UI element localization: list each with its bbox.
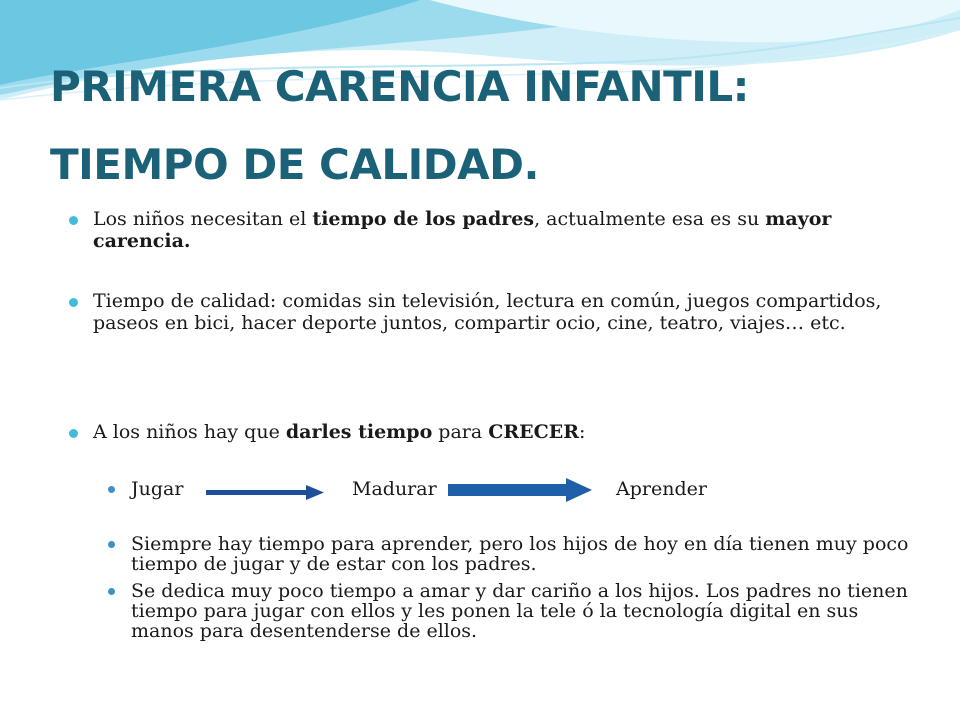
sub-bullet-text: Siempre hay tiempo para aprender, pero los hijos de hoy en día tienen muy poco tiempo de jugar y de estar con los padres. (131, 533, 909, 575)
step-aprender: Aprender (616, 478, 707, 500)
bullet-dot (69, 429, 78, 438)
sub-bullet-text: Se dedica muy poco tiempo a amar y dar cariño a los hijos. Los padres no tienen tiempo para jugar con ellos y les ponen la tele ó la tecnología digital en sus manos para desentenderse de ellos. (131, 580, 908, 642)
bullet-bold-text: darles tiempo (285, 421, 433, 443)
sub-bullet-dot (108, 486, 115, 493)
bullet-bold-text: tiempo de los padres (312, 208, 535, 230)
bullet-padres-time (93, 208, 913, 252)
bullet-text: Los niños necesitan el (93, 208, 313, 230)
bullet-bold-text: CRECER (488, 421, 580, 443)
bullet-dot (69, 216, 78, 225)
sub-bullet-learning (131, 534, 911, 574)
bullet-dot (69, 298, 78, 307)
bullet-text: , actualmente esa es su (534, 208, 766, 230)
sub-bullet-dot (108, 541, 115, 548)
step-jugar: Jugar (131, 478, 184, 500)
bullet-text: para (432, 421, 489, 443)
step-madurar: Madurar (352, 478, 437, 500)
arrow-right-icon (448, 478, 594, 502)
bullet-bold-text: mayor carencia. (93, 208, 832, 252)
bullet-text: Tiempo de calidad: comidas sin televisión, lectura en común, juegos compartidos, paseos en bici, hacer deporte juntos, compartir ocio, cine, teatro, viajes… etc. (93, 290, 882, 334)
bullet-text: A los niños hay que (93, 421, 286, 443)
slide-title: PRIMERA CARENCIA INFANTIL: TIEMPO DE CALIDAD. (50, 62, 749, 189)
bullet-grow-time (93, 421, 913, 443)
bullet-text: : (579, 421, 586, 443)
sub-bullet-affection (131, 581, 921, 641)
sub-bullet-dot (108, 588, 115, 595)
arrow-right-icon (206, 484, 326, 502)
bullet-quality-time (93, 290, 923, 334)
